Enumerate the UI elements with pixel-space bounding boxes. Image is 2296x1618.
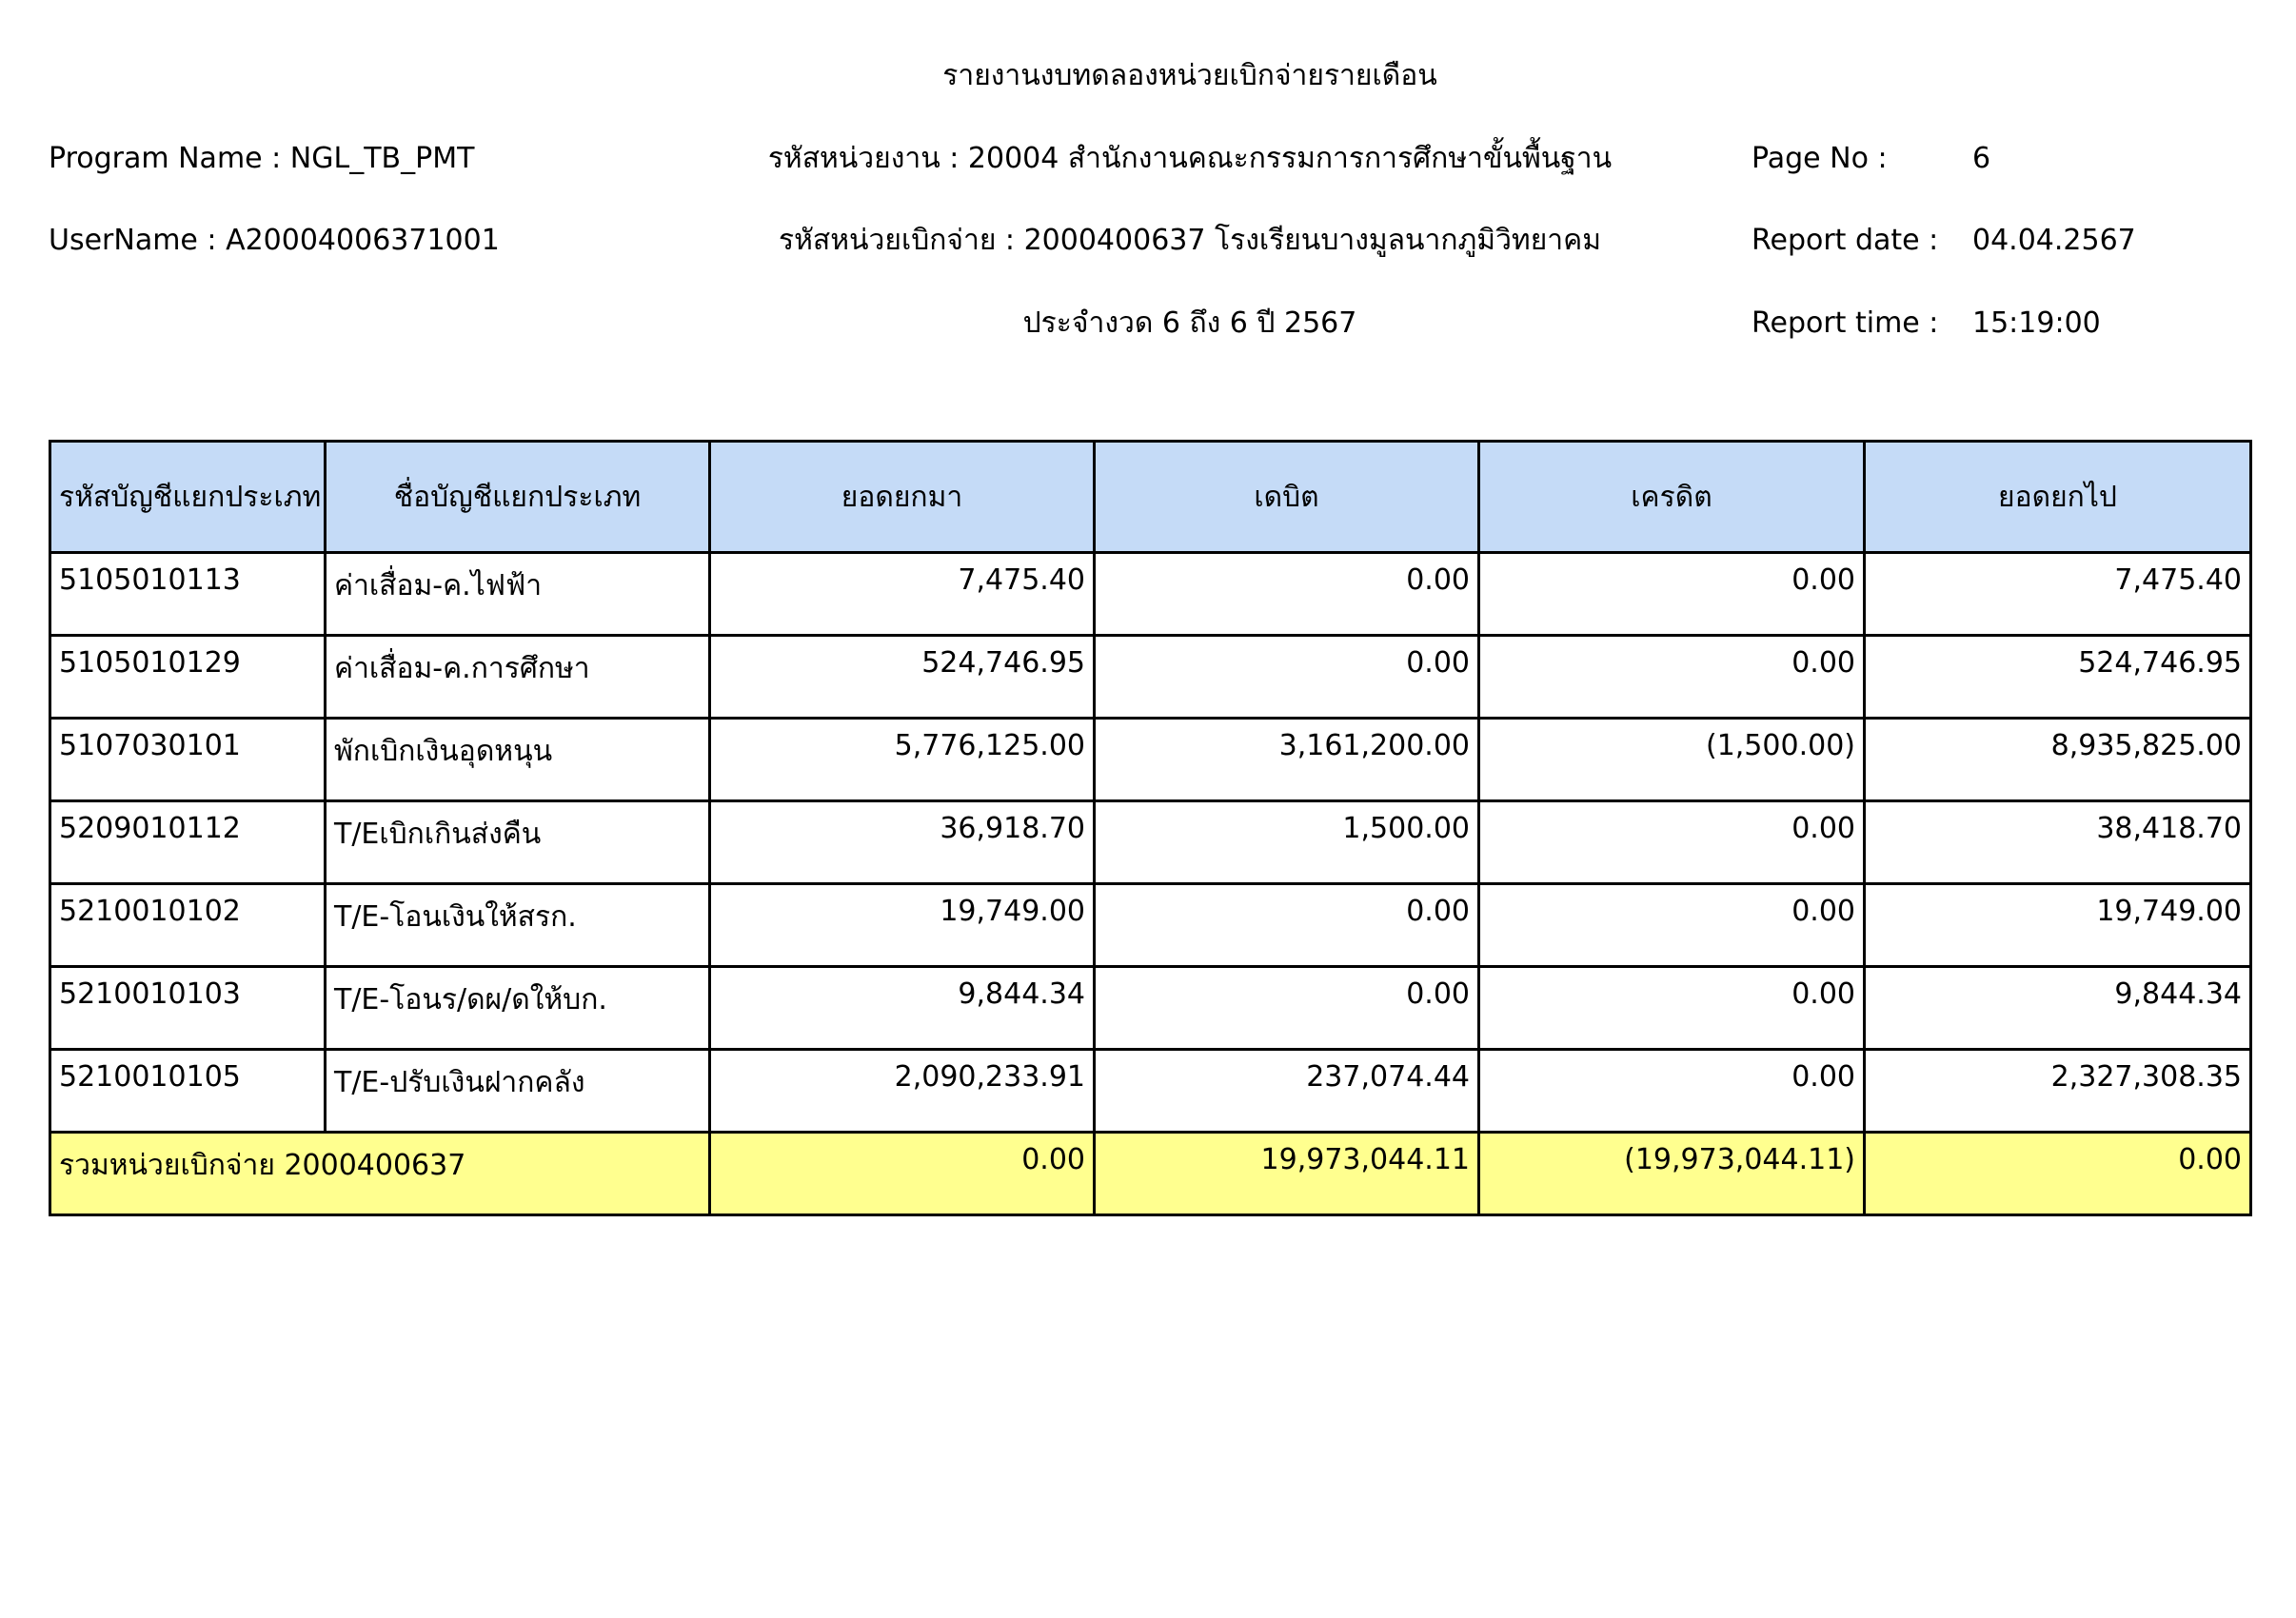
program-name: Program Name : NGL_TB_PMT	[49, 142, 475, 175]
opening-balance-cell: 5,776,125.00	[710, 719, 1095, 801]
total-label: รวมหน่วยเบิกจ่าย 2000400637	[50, 1133, 710, 1215]
table-row	[50, 1050, 2251, 1133]
credit-cell: 0.00	[1479, 553, 1865, 636]
debit-cell: 0.00	[1095, 967, 1479, 1050]
column-header-credit: เครดิต	[1479, 442, 1865, 553]
opening-balance-cell: 9,844.34	[710, 967, 1095, 1050]
opening-balance-cell: 7,475.40	[710, 553, 1095, 636]
page-no-label: Page No :	[1752, 142, 1888, 175]
account-name-cell: T/E-ปรับเงินฝากคลัง	[326, 1050, 710, 1133]
account-name-cell: T/E-โอนร/ดผ/ดให้บก.	[326, 967, 710, 1050]
total-credit: (19,973,044.11)	[1479, 1133, 1865, 1215]
account-code-cell: 5210010105	[50, 1050, 326, 1133]
credit-cell: 0.00	[1479, 1050, 1865, 1133]
report-time-value: 15:19:00	[1972, 306, 2101, 340]
table-row	[50, 636, 2251, 719]
closing-balance-cell: 2,327,308.35	[1865, 1050, 2251, 1133]
account-code-cell: 5210010103	[50, 967, 326, 1050]
account-code-cell: 5105010113	[50, 553, 326, 636]
trial-balance-table	[49, 440, 2252, 1216]
closing-balance-cell: 8,935,825.00	[1865, 719, 2251, 801]
username: UserName : A20004006371001	[49, 224, 500, 257]
account-name-cell: ค่าเสื่อม-ค.ไฟฟ้า	[326, 553, 710, 636]
account-code-cell: 5209010112	[50, 801, 326, 884]
debit-cell: 0.00	[1095, 884, 1479, 967]
total-debit: 19,973,044.11	[1095, 1133, 1479, 1215]
column-header-opening-balance: ยอดยกมา	[710, 442, 1095, 553]
credit-cell: 0.00	[1479, 801, 1865, 884]
table-row	[50, 884, 2251, 967]
agency-line: รหัสหน่วยงาน : 20004 สำนักงานคณะกรรมการการศึกษาขั้นพื้นฐาน	[767, 142, 1613, 175]
opening-balance-cell: 524,746.95	[710, 636, 1095, 719]
disbursement-unit-line: รหัสหน่วยเบิกจ่าย : 2000400637 โรงเรียนบางมูลนากภูมิวิทยาคม	[779, 224, 1601, 257]
column-header-account-code: รหัสบัญชีแยกประเภท	[50, 442, 326, 553]
total-opening-balance: 0.00	[710, 1133, 1095, 1215]
page-no-value: 6	[1972, 142, 1991, 175]
account-code-cell: 5210010102	[50, 884, 326, 967]
report-time-label: Report time :	[1752, 306, 1939, 340]
credit-cell: 0.00	[1479, 967, 1865, 1050]
account-name-cell: พักเบิกเงินอุดหนุน	[326, 719, 710, 801]
report-date-value: 04.04.2567	[1972, 224, 2136, 257]
table-row	[50, 719, 2251, 801]
opening-balance-cell: 36,918.70	[710, 801, 1095, 884]
debit-cell: 3,161,200.00	[1095, 719, 1479, 801]
closing-balance-cell: 38,418.70	[1865, 801, 2251, 884]
opening-balance-cell: 19,749.00	[710, 884, 1095, 967]
debit-cell: 237,074.44	[1095, 1050, 1479, 1133]
account-name-cell: ค่าเสื่อม-ค.การศึกษา	[326, 636, 710, 719]
debit-cell: 0.00	[1095, 636, 1479, 719]
credit-cell: 0.00	[1479, 884, 1865, 967]
account-code-cell: 5107030101	[50, 719, 326, 801]
table-row	[50, 967, 2251, 1050]
table-row	[50, 801, 2251, 884]
column-header-debit: เดบิต	[1095, 442, 1479, 553]
table-header-row	[50, 442, 2251, 553]
account-name-cell: T/E-โอนเงินให้สรก.	[326, 884, 710, 967]
account-code-cell: 5105010129	[50, 636, 326, 719]
period-line: ประจำงวด 6 ถึง 6 ปี 2567	[1022, 306, 1357, 340]
debit-cell: 0.00	[1095, 553, 1479, 636]
column-header-account-name: ชื่อบัญชีแยกประเภท	[326, 442, 710, 553]
closing-balance-cell: 19,749.00	[1865, 884, 2251, 967]
report-title: รายงานงบทดลองหน่วยเบิกจ่ายรายเดือน	[942, 59, 1437, 92]
credit-cell: (1,500.00)	[1479, 719, 1865, 801]
account-name-cell: T/Eเบิกเกินส่งคืน	[326, 801, 710, 884]
column-header-closing-balance: ยอดยกไป	[1865, 442, 2251, 553]
credit-cell: 0.00	[1479, 636, 1865, 719]
closing-balance-cell: 9,844.34	[1865, 967, 2251, 1050]
closing-balance-cell: 524,746.95	[1865, 636, 2251, 719]
report-date-label: Report date :	[1752, 224, 1939, 257]
debit-cell: 1,500.00	[1095, 801, 1479, 884]
closing-balance-cell: 7,475.40	[1865, 553, 2251, 636]
opening-balance-cell: 2,090,233.91	[710, 1050, 1095, 1133]
table-row	[50, 553, 2251, 636]
total-closing-balance: 0.00	[1865, 1133, 2251, 1215]
total-row	[50, 1133, 2251, 1215]
